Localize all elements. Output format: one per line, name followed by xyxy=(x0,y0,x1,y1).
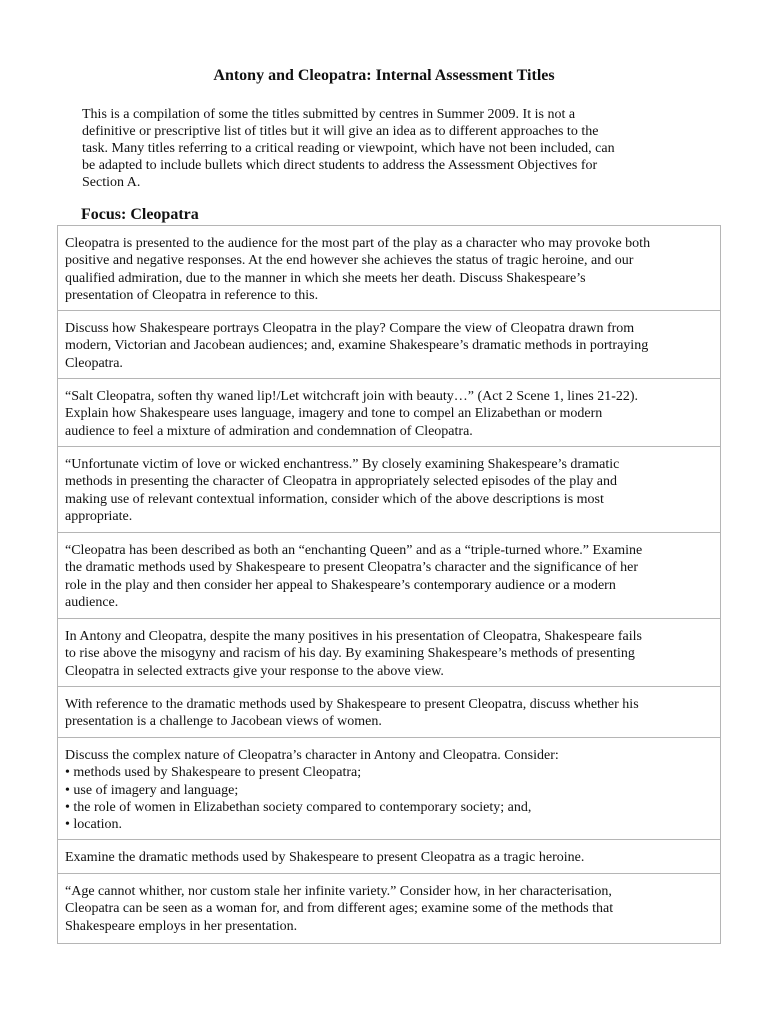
title-cell xyxy=(58,738,720,840)
title-line: • use of imagery and language; xyxy=(65,782,239,798)
title-line: Cleopatra in selected extracts give your response to the above view. xyxy=(65,663,444,679)
intro-paragraph xyxy=(82,106,702,191)
title-line: With reference to the dramatic methods used by Shakespeare to present Cleopatra, discuss whether his xyxy=(65,697,639,712)
title-line: • the role of women in Elizabethan society compared to contemporary society; and, xyxy=(65,799,532,815)
title-cell xyxy=(58,619,720,687)
title-cell xyxy=(58,226,720,311)
title-line: the dramatic methods used by Shakespeare to present Cleopatra’s character and the significance of her xyxy=(65,560,638,576)
document-title: Antony and Cleopatra: Internal Assessment Titles xyxy=(213,67,555,84)
title-cell xyxy=(58,447,720,533)
title-line: Cleopatra is presented to the audience for the most part of the play as a character who may provoke both xyxy=(65,236,651,251)
title-line: Explain how Shakespeare uses language, imagery and tone to compel an Elizabethan or modern xyxy=(65,406,603,422)
intro-line: definitive or prescriptive list of titles but it will give an idea as to different approaches to the xyxy=(82,124,599,139)
title-line: methods in presenting the character of Cleopatra in appropriately selected episodes of the play and xyxy=(65,474,618,490)
title-line: to rise above the misogyny and racism of his day. By examining Shakespeare’s methods of presenting xyxy=(65,646,635,662)
title-line: making use of relevant contextual information, consider which of the above descriptions is most xyxy=(65,491,604,507)
intro-line: be adapted to include bullets which direct students to address the Assessment Objectives for xyxy=(82,158,598,173)
title-line: Shakespeare employs in her presentation. xyxy=(65,918,298,934)
title-line: positive and negative responses. At the end however she achieves the status of tragic heroine, and our xyxy=(65,253,634,269)
title-cell xyxy=(58,840,720,874)
title-line: qualified admiration, due to the manner in which she meets her death. Discuss Shakespeare’s xyxy=(65,270,586,286)
title-line: audience to feel a mixture of admiration and condemnation of Cleopatra. xyxy=(65,423,473,439)
title-line: Discuss the complex nature of Cleopatra’s character in Antony and Cleopatra. Consider: xyxy=(65,748,559,763)
title-line: presentation of Cleopatra in reference to this. xyxy=(65,287,319,303)
title-cell xyxy=(58,874,720,943)
title-line: “Cleopatra has been described as both an “enchanting Queen” and as a “triple-turned whore.” Examine xyxy=(65,543,643,558)
titles-table xyxy=(57,225,721,944)
title-line: Discuss how Shakespeare portrays Cleopatra in the play? Compare the view of Cleopatra drawn from xyxy=(65,321,635,336)
title-cell xyxy=(58,379,720,447)
title-line: presentation is a challenge to Jacobean views of women. xyxy=(65,714,382,730)
title-line: “Salt Cleopatra, soften thy waned lip!/Let witchcraft join with beauty…” (Act 2 Scene 1, lines 21-22). xyxy=(65,389,639,404)
intro-line: task. Many titles referring to a critical reading or viewpoint, which have not been included, can xyxy=(82,141,615,156)
title-line: Examine the dramatic methods used by Shakespeare to present Cleopatra as a tragic heroine. xyxy=(65,850,585,865)
title-line: Cleopatra. xyxy=(65,355,123,371)
section-heading: Focus: Cleopatra xyxy=(81,206,199,223)
title-line: role in the play and then consider her appeal to Shakespeare’s contemporary audience or a modern xyxy=(65,577,616,593)
title-cell xyxy=(58,687,720,738)
title-line: Cleopatra can be seen as a woman for, and from different ages; examine some of the methods that xyxy=(65,901,614,917)
intro-line: This is a compilation of some the titles submitted by centres in Summer 2009. It is not a xyxy=(82,107,576,122)
title-cell xyxy=(58,533,720,619)
title-line: • methods used by Shakespeare to present Cleopatra; xyxy=(65,765,362,781)
title-line: “Age cannot whither, nor custom stale her infinite variety.” Consider how, in her characterisation, xyxy=(65,884,612,899)
title-cell xyxy=(58,311,720,379)
title-line: In Antony and Cleopatra, despite the many positives in his presentation of Cleopatra, Shakespeare fails xyxy=(65,629,642,644)
title-line: appropriate. xyxy=(65,508,133,524)
intro-line: Section A. xyxy=(82,175,141,190)
title-line: “Unfortunate victim of love or wicked enchantress.” By closely examining Shakespeare’s dramatic xyxy=(65,457,620,472)
title-line: • location. xyxy=(65,817,122,833)
title-line: audience. xyxy=(65,594,119,610)
title-line: modern, Victorian and Jacobean audiences; and, examine Shakespeare’s dramatic methods in portraying xyxy=(65,338,649,354)
